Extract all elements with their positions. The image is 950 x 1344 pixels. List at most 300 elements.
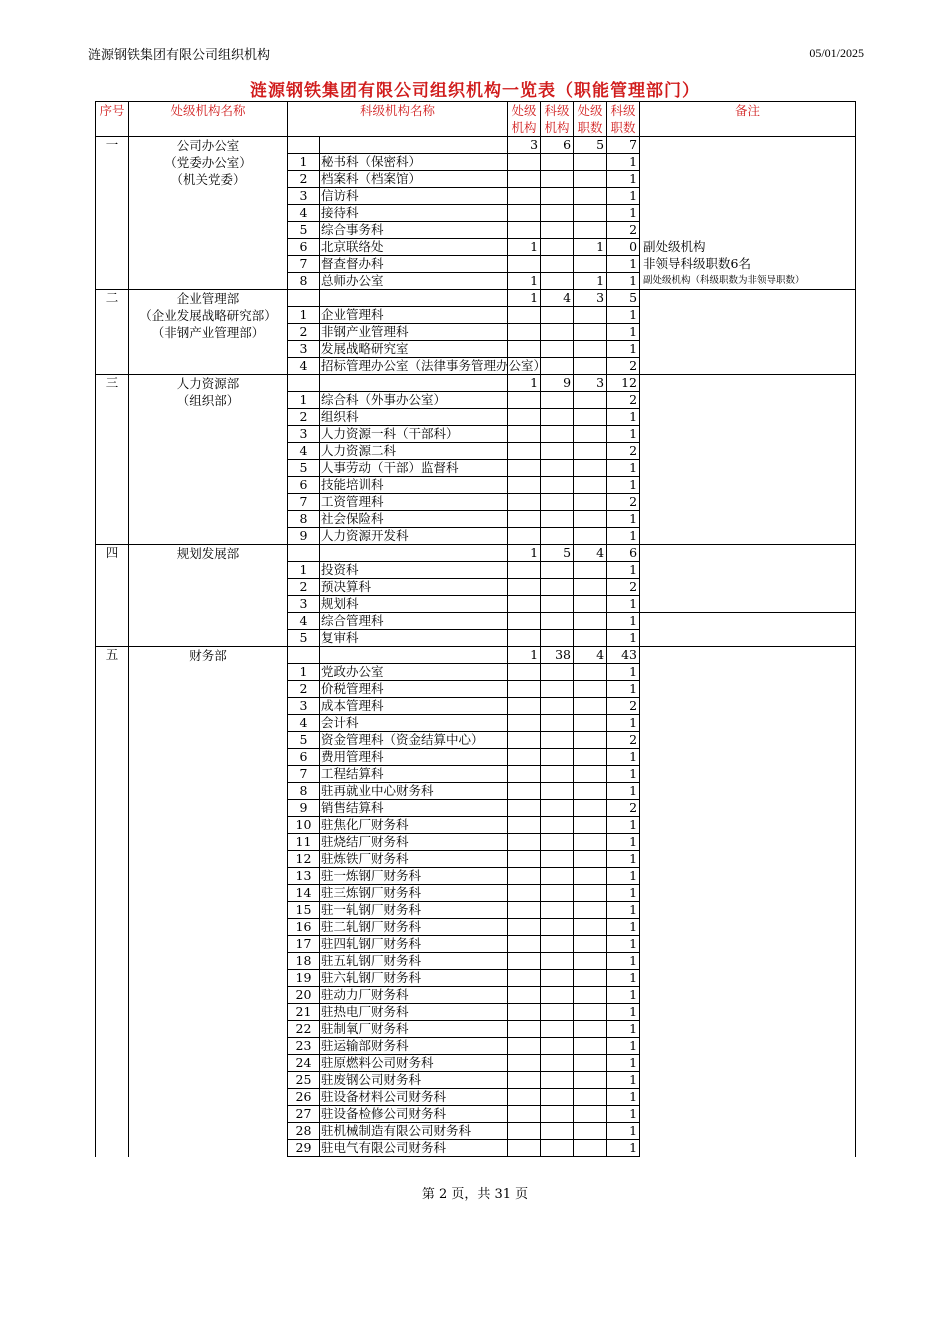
department-row xyxy=(96,545,856,562)
section-name: 综合科（外事办公室） xyxy=(320,392,508,409)
section-number: 28 xyxy=(288,1123,320,1140)
div-posts-cell xyxy=(574,409,607,426)
remark-cell xyxy=(640,1055,856,1072)
div-posts-cell xyxy=(574,1072,607,1089)
section-name: 会计科 xyxy=(320,715,508,732)
div-posts-cell xyxy=(574,1038,607,1055)
section-name: 非钢产业管理科 xyxy=(320,324,508,341)
department-row xyxy=(96,375,856,392)
remark-cell xyxy=(640,868,856,885)
sec-orgs-cell xyxy=(541,460,574,477)
div-orgs-cell xyxy=(508,1072,541,1089)
sec-orgs-cell xyxy=(541,205,574,222)
remark-cell xyxy=(640,154,856,171)
department-name xyxy=(129,137,288,290)
remark-cell xyxy=(640,783,856,800)
section-number: 20 xyxy=(288,987,320,1004)
div-posts-cell xyxy=(574,256,607,273)
remark-cell xyxy=(640,681,856,698)
sec-posts-cell: 1 xyxy=(607,171,640,188)
section-number: 27 xyxy=(288,1106,320,1123)
sec-orgs-cell xyxy=(541,307,574,324)
department-index: 五 xyxy=(96,647,129,1157)
section-name: 驻热电厂财务科 xyxy=(320,1004,508,1021)
div-posts-cell xyxy=(574,800,607,817)
section-name: 技能培训科 xyxy=(320,477,508,494)
remark-cell xyxy=(640,851,856,868)
sec-posts-cell: 1 xyxy=(607,766,640,783)
remark-cell xyxy=(640,1004,856,1021)
section-number: 6 xyxy=(288,239,320,256)
sec-orgs-cell xyxy=(541,341,574,358)
sec-orgs-cell xyxy=(541,171,574,188)
department-name-line: 企业管理部 xyxy=(176,291,240,306)
sec-orgs-cell xyxy=(541,188,574,205)
div-orgs-cell xyxy=(508,800,541,817)
sec-posts-cell: 2 xyxy=(607,443,640,460)
sec-posts-cell: 1 xyxy=(607,1089,640,1106)
section-name: 信访科 xyxy=(320,188,508,205)
department-name-line: （组织部） xyxy=(176,393,240,408)
department-name xyxy=(129,545,288,647)
div-posts-cell xyxy=(574,443,607,460)
remark-cell xyxy=(640,358,856,375)
div-posts-cell xyxy=(574,1140,607,1157)
section-number-empty xyxy=(288,375,320,392)
div-orgs-cell xyxy=(508,715,541,732)
div-orgs-cell xyxy=(508,307,541,324)
sec-posts-cell: 1 xyxy=(607,868,640,885)
div-posts-cell xyxy=(574,851,607,868)
sec-orgs-cell xyxy=(541,528,574,545)
div-orgs-cell xyxy=(508,392,541,409)
sec-posts-cell: 1 xyxy=(607,1021,640,1038)
section-name-empty xyxy=(320,545,508,562)
section-number: 5 xyxy=(288,222,320,239)
sec-orgs-cell xyxy=(541,494,574,511)
remark-cell xyxy=(640,341,856,358)
remark-cell xyxy=(640,902,856,919)
remark-cell xyxy=(640,188,856,205)
section-name: 规划科 xyxy=(320,596,508,613)
remark-cell xyxy=(640,834,856,851)
sec-orgs-cell xyxy=(541,987,574,1004)
div-posts-cell xyxy=(574,324,607,341)
sec-orgs-cell xyxy=(541,936,574,953)
remark-cell xyxy=(640,596,856,613)
section-name: 秘书科（保密科） xyxy=(320,154,508,171)
col-header-section: 科级机构名称 xyxy=(288,102,508,137)
section-number-empty xyxy=(288,545,320,562)
section-name: 接待科 xyxy=(320,205,508,222)
sec-posts-cell: 1 xyxy=(607,562,640,579)
remark-cell xyxy=(640,392,856,409)
remark-cell xyxy=(640,970,856,987)
section-name: 招标管理办公室（法律事务管理办公室） xyxy=(321,358,547,373)
sec-orgs-cell: 6 xyxy=(541,137,574,154)
page-title: 涟源钢铁集团有限公司组织机构一览表（职能管理部门） xyxy=(250,81,700,101)
div-orgs-cell xyxy=(508,426,541,443)
section-number: 23 xyxy=(288,1038,320,1055)
sec-posts-cell: 6 xyxy=(607,545,640,562)
div-posts-cell xyxy=(574,154,607,171)
section-name-empty xyxy=(320,647,508,664)
section-name: 复审科 xyxy=(320,630,508,647)
div-orgs-cell xyxy=(508,1089,541,1106)
div-posts-cell xyxy=(574,426,607,443)
remark-cell xyxy=(640,613,856,630)
sec-orgs-cell xyxy=(541,1089,574,1106)
section-number: 3 xyxy=(288,426,320,443)
section-number: 1 xyxy=(288,664,320,681)
section-name: 驻焦化厂财务科 xyxy=(320,817,508,834)
div-orgs-cell xyxy=(508,732,541,749)
div-orgs-cell xyxy=(508,1106,541,1123)
org-table xyxy=(95,101,856,1157)
div-posts-cell: 3 xyxy=(574,375,607,392)
department-name-line: （非钢产业管理部） xyxy=(151,325,265,340)
section-name: 驻机械制造有限公司财务科 xyxy=(320,1123,508,1140)
sec-orgs-cell xyxy=(541,324,574,341)
sec-posts-cell: 12 xyxy=(607,375,640,392)
div-posts-cell xyxy=(574,970,607,987)
section-name: 成本管理科 xyxy=(320,698,508,715)
department-name-line: 财务部 xyxy=(189,648,227,663)
section-name: 驻电气有限公司财务科 xyxy=(320,1140,508,1157)
sec-orgs-cell xyxy=(541,868,574,885)
section-number: 18 xyxy=(288,953,320,970)
sec-posts-cell: 2 xyxy=(607,494,640,511)
department-name-line: （企业发展战略研究部） xyxy=(139,308,277,323)
col-header-div-posts: 处级 职数 xyxy=(574,102,607,137)
section-number: 1 xyxy=(288,562,320,579)
div-orgs-cell xyxy=(508,936,541,953)
remark-cell xyxy=(640,307,856,324)
remark-cell xyxy=(640,953,856,970)
sec-orgs-cell xyxy=(541,749,574,766)
sec-posts-cell: 1 xyxy=(607,817,640,834)
sec-orgs-cell xyxy=(541,664,574,681)
section-number: 29 xyxy=(288,1140,320,1157)
section-number: 2 xyxy=(288,324,320,341)
div-orgs-cell xyxy=(508,1038,541,1055)
sec-orgs-cell xyxy=(541,392,574,409)
section-number: 17 xyxy=(288,936,320,953)
sec-orgs-cell: 9 xyxy=(541,375,574,392)
section-name: 人力资源开发科 xyxy=(320,528,508,545)
sec-orgs-cell xyxy=(541,953,574,970)
div-orgs-cell xyxy=(508,766,541,783)
div-posts-cell xyxy=(574,987,607,1004)
div-posts-cell xyxy=(574,562,607,579)
div-orgs-cell xyxy=(508,1140,541,1157)
section-name: 北京联络处 xyxy=(320,239,508,256)
div-posts-cell: 1 xyxy=(574,273,607,290)
section-number: 7 xyxy=(288,256,320,273)
sec-posts-cell: 1 xyxy=(607,630,640,647)
section-number: 8 xyxy=(288,783,320,800)
div-orgs-cell xyxy=(508,885,541,902)
div-posts-cell xyxy=(574,715,607,732)
remark-cell: 非领导科级职数6名 xyxy=(640,256,856,273)
div-posts-cell xyxy=(574,1004,607,1021)
remark-cell xyxy=(640,222,856,239)
col-header-remarks: 备注 xyxy=(640,102,856,137)
section-number: 19 xyxy=(288,970,320,987)
div-posts-cell xyxy=(574,732,607,749)
section-number: 13 xyxy=(288,868,320,885)
sec-posts-cell: 1 xyxy=(607,1004,640,1021)
div-orgs-cell xyxy=(508,681,541,698)
section-number: 11 xyxy=(288,834,320,851)
div-orgs-cell: 3 xyxy=(508,137,541,154)
section-name: 驻废钢公司财务科 xyxy=(320,1072,508,1089)
remark-cell xyxy=(640,817,856,834)
remark-cell: 副处级机构 xyxy=(640,239,856,256)
sec-orgs-cell xyxy=(541,579,574,596)
div-orgs-cell: 1 xyxy=(508,375,541,392)
section-number: 6 xyxy=(288,477,320,494)
div-orgs-cell xyxy=(508,256,541,273)
sec-orgs-cell xyxy=(541,681,574,698)
sec-posts-cell: 1 xyxy=(607,409,640,426)
sec-posts-cell: 1 xyxy=(607,783,640,800)
sec-posts-cell: 1 xyxy=(607,1106,640,1123)
remark-cell xyxy=(640,494,856,511)
div-posts-cell xyxy=(574,171,607,188)
sec-posts-cell: 1 xyxy=(607,664,640,681)
div-posts-cell xyxy=(574,613,607,630)
section-number: 4 xyxy=(288,205,320,222)
section-number: 3 xyxy=(288,188,320,205)
section-name: 驻三炼钢厂财务科 xyxy=(320,885,508,902)
sec-orgs-cell: 38 xyxy=(541,647,574,664)
sec-orgs-cell xyxy=(541,715,574,732)
remark-cell xyxy=(640,137,856,154)
remark-cell xyxy=(640,1123,856,1140)
section-name: 资金管理科（资金结算中心） xyxy=(320,732,508,749)
sec-orgs-cell xyxy=(541,885,574,902)
sec-orgs-cell xyxy=(541,1140,574,1157)
sec-posts-cell: 1 xyxy=(607,460,640,477)
department-index: 三 xyxy=(96,375,129,545)
section-number: 2 xyxy=(288,579,320,596)
sec-orgs-cell xyxy=(541,239,574,256)
section-number: 24 xyxy=(288,1055,320,1072)
div-orgs-cell xyxy=(508,324,541,341)
remark-cell xyxy=(640,375,856,392)
div-posts-cell xyxy=(574,358,607,375)
section-name: 驻原燃料公司财务科 xyxy=(320,1055,508,1072)
remark-cell xyxy=(640,545,856,562)
section-name: 工资管理科 xyxy=(320,494,508,511)
div-orgs-cell xyxy=(508,596,541,613)
div-posts-cell xyxy=(574,1021,607,1038)
department-row xyxy=(96,137,856,154)
remark-cell xyxy=(640,936,856,953)
department-index: 一 xyxy=(96,137,129,290)
div-orgs-cell xyxy=(508,868,541,885)
sec-orgs-cell xyxy=(541,732,574,749)
section-name: 驻一轧钢厂财务科 xyxy=(320,902,508,919)
sec-posts-cell: 1 xyxy=(607,1038,640,1055)
div-posts-cell xyxy=(574,511,607,528)
sec-posts-cell: 1 xyxy=(607,256,640,273)
section-name: 驻五轧钢厂财务科 xyxy=(320,953,508,970)
sec-posts-cell: 1 xyxy=(607,1072,640,1089)
div-orgs-cell: 1 xyxy=(508,239,541,256)
div-posts-cell xyxy=(574,494,607,511)
div-orgs-cell xyxy=(508,188,541,205)
remark-cell xyxy=(640,443,856,460)
remark-cell xyxy=(640,562,856,579)
div-orgs-cell xyxy=(508,341,541,358)
department-index: 四 xyxy=(96,545,129,647)
div-posts-cell: 3 xyxy=(574,290,607,307)
sec-orgs-cell xyxy=(541,970,574,987)
remark-cell xyxy=(640,1140,856,1157)
div-orgs-cell: 1 xyxy=(508,273,541,290)
sec-orgs-cell xyxy=(541,1106,574,1123)
div-orgs-cell xyxy=(508,460,541,477)
div-posts-cell xyxy=(574,188,607,205)
sec-posts-cell: 1 xyxy=(607,885,640,902)
sec-posts-cell: 1 xyxy=(607,613,640,630)
div-orgs-cell xyxy=(508,902,541,919)
section-number: 3 xyxy=(288,596,320,613)
div-posts-cell: 5 xyxy=(574,137,607,154)
div-posts-cell xyxy=(574,766,607,783)
section-name: 档案科（档案馆） xyxy=(320,171,508,188)
section-number: 7 xyxy=(288,494,320,511)
sec-orgs-cell xyxy=(541,596,574,613)
sec-orgs-cell xyxy=(541,273,574,290)
div-posts-cell xyxy=(574,477,607,494)
div-posts-cell xyxy=(574,1055,607,1072)
sec-orgs-cell xyxy=(541,1055,574,1072)
remark-cell xyxy=(640,460,856,477)
sec-posts-cell: 1 xyxy=(607,987,640,1004)
sec-posts-cell: 1 xyxy=(607,324,640,341)
remark-cell xyxy=(640,324,856,341)
sec-posts-cell: 1 xyxy=(607,205,640,222)
div-orgs-cell xyxy=(508,834,541,851)
header-date: 05/01/2025 xyxy=(809,46,864,60)
section-number: 7 xyxy=(288,766,320,783)
remark-cell xyxy=(640,630,856,647)
section-number: 2 xyxy=(288,409,320,426)
div-orgs-cell xyxy=(508,443,541,460)
sec-orgs-cell xyxy=(541,256,574,273)
section-number: 15 xyxy=(288,902,320,919)
div-orgs-cell xyxy=(508,528,541,545)
div-posts-cell xyxy=(574,698,607,715)
sec-posts-cell: 1 xyxy=(607,426,640,443)
sec-posts-cell: 7 xyxy=(607,137,640,154)
sec-posts-cell: 1 xyxy=(607,477,640,494)
sec-orgs-cell xyxy=(541,902,574,919)
sec-orgs-cell xyxy=(541,851,574,868)
div-posts-cell xyxy=(574,460,607,477)
div-orgs-cell xyxy=(508,494,541,511)
div-orgs-cell xyxy=(508,970,541,987)
section-name: 预决算科 xyxy=(320,579,508,596)
sec-posts-cell: 1 xyxy=(607,596,640,613)
div-orgs-cell xyxy=(508,1021,541,1038)
section-name-empty xyxy=(320,290,508,307)
section-number: 5 xyxy=(288,460,320,477)
section-name: 驻烧结厂财务科 xyxy=(320,834,508,851)
sec-posts-cell: 0 xyxy=(607,239,640,256)
section-number: 26 xyxy=(288,1089,320,1106)
remark-cell xyxy=(640,885,856,902)
section-name: 驻动力厂财务科 xyxy=(320,987,508,1004)
section-number: 5 xyxy=(288,732,320,749)
department-name xyxy=(129,290,288,375)
department-name-line: 公司办公室 xyxy=(176,138,240,153)
col-header-sec-posts: 科级 职数 xyxy=(607,102,640,137)
remark-cell xyxy=(640,919,856,936)
div-posts-cell xyxy=(574,834,607,851)
div-posts-cell xyxy=(574,664,607,681)
section-number: 2 xyxy=(288,681,320,698)
section-name: 综合事务科 xyxy=(320,222,508,239)
div-posts-cell xyxy=(574,936,607,953)
page-footer: 第 2 页，共 31 页 xyxy=(421,1187,529,1202)
sec-posts-cell: 1 xyxy=(607,919,640,936)
remark-cell xyxy=(640,205,856,222)
section-number: 1 xyxy=(288,154,320,171)
div-orgs-cell xyxy=(508,749,541,766)
department-name-line: 人力资源部 xyxy=(176,376,240,391)
section-number: 6 xyxy=(288,749,320,766)
div-orgs-cell: 1 xyxy=(508,647,541,664)
sec-posts-cell: 2 xyxy=(607,732,640,749)
sec-orgs-cell xyxy=(541,630,574,647)
sec-orgs-cell xyxy=(541,800,574,817)
sec-orgs-cell xyxy=(541,919,574,936)
section-number: 3 xyxy=(288,698,320,715)
section-number-empty xyxy=(288,137,320,154)
div-orgs-cell xyxy=(508,222,541,239)
sec-posts-cell: 1 xyxy=(607,681,640,698)
section-number: 4 xyxy=(288,443,320,460)
section-name: 督查督办科 xyxy=(320,256,508,273)
header-org-name: 涟源钢铁集团有限公司组织机构 xyxy=(88,48,271,63)
div-posts-cell xyxy=(574,205,607,222)
section-number: 1 xyxy=(288,392,320,409)
sec-posts-cell: 1 xyxy=(607,273,640,290)
section-name: 综合管理科 xyxy=(320,613,508,630)
remark-cell xyxy=(640,171,856,188)
sec-posts-cell: 1 xyxy=(607,1055,640,1072)
section-name: 发展战略研究室 xyxy=(320,341,508,358)
div-orgs-cell xyxy=(508,953,541,970)
section-name: 费用管理科 xyxy=(320,749,508,766)
table-body xyxy=(96,137,856,1157)
section-name: 销售结算科 xyxy=(320,800,508,817)
section-name: 价税管理科 xyxy=(320,681,508,698)
div-orgs-cell xyxy=(508,579,541,596)
sec-orgs-cell: 4 xyxy=(541,290,574,307)
sec-orgs-cell xyxy=(541,817,574,834)
remark-cell xyxy=(640,800,856,817)
remark-cell xyxy=(640,698,856,715)
section-name: 人力资源一科（干部科） xyxy=(320,426,508,443)
sec-orgs-cell xyxy=(541,222,574,239)
department-row xyxy=(96,290,856,307)
remark-cell xyxy=(640,715,856,732)
